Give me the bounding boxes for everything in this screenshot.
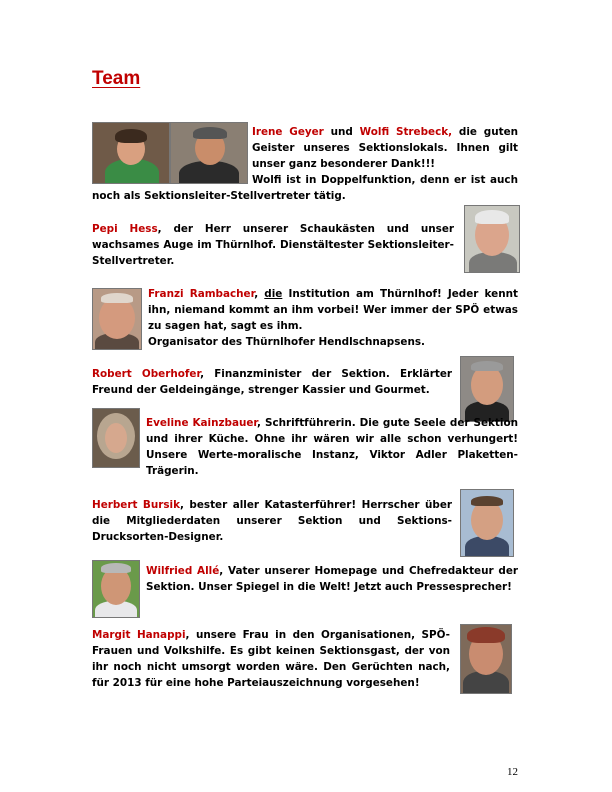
page-number: 12 (507, 766, 518, 778)
photo-eveline-kainzbauer (92, 408, 140, 468)
name-margit-hanappi: Margit Hanappi (92, 629, 186, 641)
name-wolfi-strebeck: Wolfi Strebeck, (359, 126, 453, 138)
member-wilfried-text (146, 563, 518, 595)
photo-margit-hanappi (460, 624, 512, 694)
description-irene-wolfi: die guten Geister unseres Sektionslokals. Ihnen gilt unser ganz besonderer Dank!!! (252, 126, 519, 170)
page-title: Team (92, 68, 141, 89)
member-wolfi-extra (92, 172, 518, 204)
member-irene-wolfi-text (252, 124, 518, 172)
name-irene-geyer: Irene Geyer (252, 126, 324, 138)
member-herbert-text (92, 497, 452, 545)
emphasis-die: die (264, 288, 283, 300)
member-pepi-hess-text (92, 221, 454, 269)
name-pepi-hess: Pepi Hess (92, 223, 158, 235)
photo-herbert-bursik (460, 489, 514, 557)
description-robert: , Finanzminister der Sektion. Erklärter Freund der Geldeingänge, strenger Kassier und Gourmet. (92, 368, 452, 396)
description-wolfi-function: Wolfi ist in Doppelfunktion, denn er ist auch noch als Sektionsleiter-Stellvertreter tätig. (92, 174, 518, 202)
description-herbert: , bester aller Katasterführer! Herrscher über die Mitgliederdaten unserer Sektion und Sektions-Drucksorten-Designer. (92, 499, 452, 543)
photo-pepi-hess (464, 205, 520, 273)
description-margit: , unsere Frau in den Organisationen, SPÖ-Frauen und Volkshilfe. Es gibt keinen Sektionsgast, der von ihr noch nicht umsorgt worden wäre. Den Gerüchten nach, für 2013 für eine hohe Parteiauszeichnung vorgesehen! (92, 629, 450, 689)
description-pepi-hess: , der Herr unserer Schaukästen und unser wachsames Auge im Thürnlhof. Dienstältester Sektionsleiter-Stellvertreter. (92, 223, 454, 267)
description-franzi: Institution am Thürnlhof! Jeder kennt ihn, niemand kommt an ihm vorbei! Wer immer der SPÖ etwas zu sagen hat, sagt es ihm. (148, 288, 518, 332)
name-wilfried-alle: Wilfried Allé (146, 565, 220, 577)
description-wilfried: , Vater unserer Homepage und Chefredakteur der Sektion. Unser Spiegel in die Welt! Jetzt auch Pressesprecher! (146, 565, 518, 593)
member-franzi-text (148, 286, 518, 350)
name-eveline-kainzbauer: Eveline Kainzbauer (146, 417, 258, 429)
description-franzi-organizer: Organisator des Thürnlhofer Hendlschnapsens. (148, 336, 425, 348)
photo-robert-oberhofer (460, 356, 514, 422)
name-herbert-bursik: Herbert Bursik (92, 499, 181, 511)
photo-franzi-rambacher (92, 288, 142, 350)
name-franzi-rambacher: Franzi Rambacher (148, 288, 255, 300)
member-robert-text (92, 366, 452, 398)
name-robert-oberhofer: Robert Oberhofer (92, 368, 201, 380)
member-eveline-text (146, 415, 518, 479)
comma: , (254, 288, 265, 300)
photo-wilfried-alle (92, 560, 140, 618)
description-eveline: , Schriftführerin. Die gute Seele der Sektion und ihrer Küche. Ohne ihr wären wir alle schon verhungert! Unsere Werte-moralische Instanz, Viktor Adler Plaketten-Trägerin. (146, 417, 518, 477)
member-margit-text (92, 627, 450, 691)
connector-und: und (323, 126, 360, 138)
